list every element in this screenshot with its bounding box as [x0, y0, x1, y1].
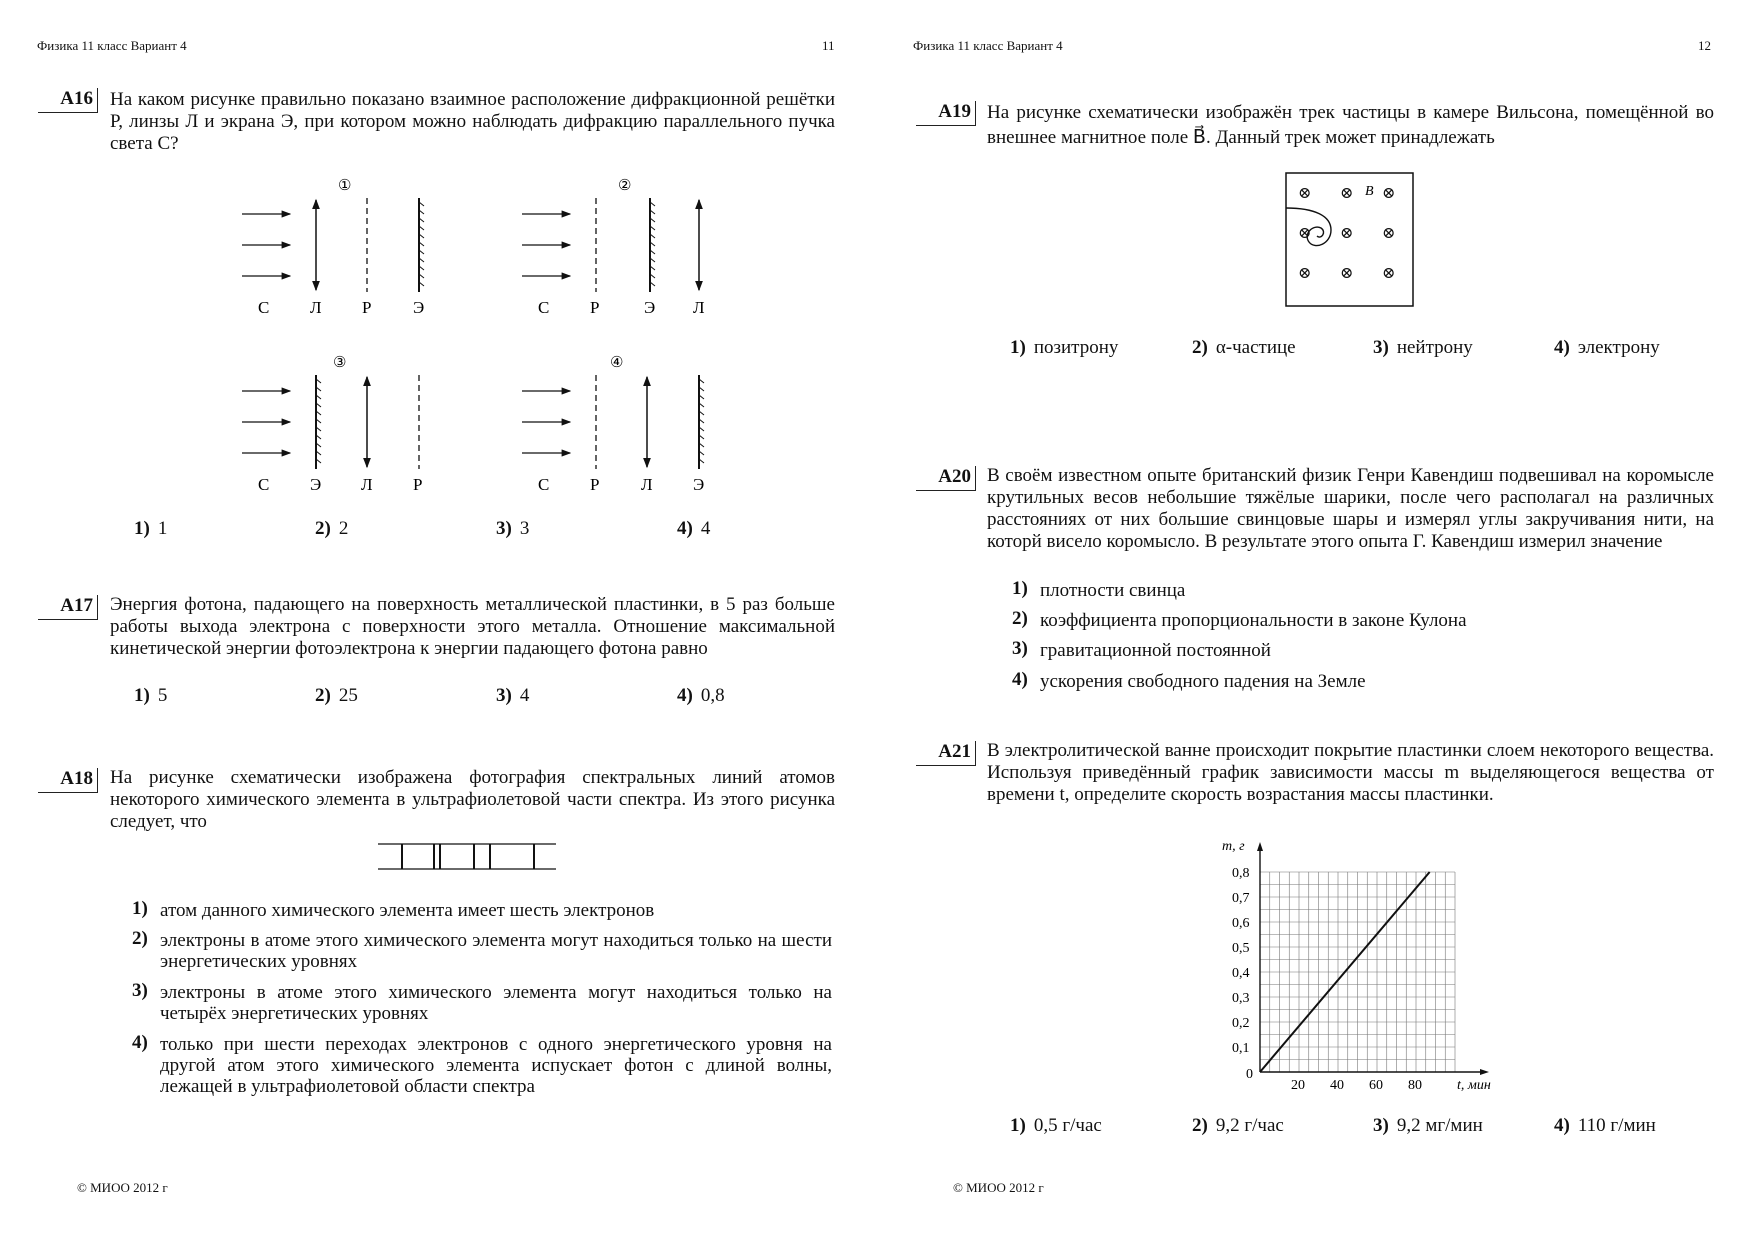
- x-axis-label: t, мин: [1457, 1078, 1491, 1093]
- a21-option-2: [1192, 1115, 1284, 1137]
- a18-label: A18: [38, 768, 98, 793]
- diagram-1-label-c: С: [258, 298, 270, 317]
- right-footer: © МИОО 2012 г: [953, 1180, 1044, 1195]
- spectrum-lines-figure: [378, 842, 556, 872]
- a16-option-2-text: 2: [338, 518, 349, 539]
- a17-option-1-text: 5: [157, 685, 168, 706]
- a18-option-1-num: 1): [132, 898, 148, 919]
- a19-option-1: [1010, 337, 1118, 359]
- a17-option-3-text: 4: [519, 685, 530, 706]
- a16-option-3: [496, 518, 529, 540]
- a19-option-2: [1192, 337, 1296, 359]
- diagram-1-label-l: Л: [310, 298, 322, 317]
- svg-text:⊗: ⊗: [1382, 225, 1396, 242]
- a21-option-3-num: 3): [1373, 1115, 1389, 1136]
- svg-text:⊗: ⊗: [1340, 265, 1354, 282]
- a16-diagrams: [230, 170, 730, 500]
- a18-option-2-num: 2): [132, 928, 148, 949]
- diagram-1-label-e: Э: [413, 298, 425, 317]
- svg-text:⊗: ⊗: [1298, 225, 1312, 242]
- a20-option-2-text: коэффициента пропорциональности в законе Кулона: [1040, 610, 1467, 631]
- diagram-4-label-r: Р: [590, 475, 600, 494]
- y-axis-label: m, г: [1222, 840, 1245, 854]
- a20-label: A20: [916, 466, 976, 491]
- a18-option-2: [132, 928, 832, 972]
- cloud-chamber-figure: [1285, 172, 1415, 308]
- diagram-3-label-c: С: [258, 475, 270, 494]
- a17-option-2-text: 25: [338, 685, 358, 706]
- diagram-3-label-e: Э: [310, 475, 322, 494]
- a21-option-4: [1554, 1115, 1656, 1137]
- a16-option-2: [315, 518, 348, 540]
- diagram-4-label-e: Э: [693, 475, 705, 494]
- magnetic-field-label: B⃗: [1365, 184, 1385, 199]
- a18-text: На рисунке схематически изображена фотография спектральных линий атомов некоторого химического элемента в ультрафиолетовой части спектра. Из этого рисунка следует, что: [110, 767, 835, 832]
- diagram-2-label-l: Л: [693, 298, 705, 317]
- diagram-3-number: ③: [333, 355, 347, 371]
- diagram-1: [242, 178, 424, 317]
- a21-option-3: [1373, 1115, 1483, 1137]
- a17-option-4-num: 4): [677, 685, 693, 706]
- a21-option-1: [1010, 1115, 1102, 1137]
- a18-option-1: [132, 898, 832, 921]
- a21-option-3-text: 9,2 мг/мин: [1396, 1115, 1483, 1136]
- a17-option-3-num: 3): [496, 685, 512, 706]
- a20-option-3-text: гравитационной постоянной: [1040, 640, 1271, 661]
- a16-option-1-text: 1: [157, 518, 168, 539]
- a20-option-1-num: 1): [1012, 578, 1028, 599]
- a19-option-4: [1554, 337, 1660, 359]
- y-tick-label: 0,6: [1232, 916, 1250, 931]
- diagram-3: [242, 355, 422, 494]
- diagram-4-label-l: Л: [641, 475, 653, 494]
- a16-option-1-num: 1): [134, 518, 150, 539]
- diagram-2-number: ②: [618, 178, 632, 194]
- a17-option-4: [677, 685, 725, 707]
- a19-option-3-num: 3): [1373, 337, 1389, 358]
- left-header-page: 11: [822, 38, 835, 53]
- a18-option-2-text: электроны в атоме этого химического элемента могут находиться только на шести энергетических уровнях: [160, 930, 832, 972]
- a19-option-4-num: 4): [1554, 337, 1570, 358]
- a21-label: A21: [916, 741, 976, 766]
- a17-option-1: [134, 685, 167, 707]
- a16-option-4-num: 4): [677, 518, 693, 539]
- a21-text: В электролитической ванне происходит покрытие пластинки слоем некоторого вещества. Используя приведённый график зависимости массы m выделяющегося вещества от времени t, определите скорость возрастания массы пластинки.: [987, 740, 1714, 805]
- a18-option-4: [132, 1032, 832, 1097]
- a20-option-3: [1012, 638, 1714, 661]
- a21-option-2-num: 2): [1192, 1115, 1208, 1136]
- y-tick-label: 0,5: [1232, 941, 1250, 956]
- a18-option-1-text: атом данного химического элемента имеет шесть электронов: [160, 900, 655, 921]
- x-tick-label: 60: [1369, 1078, 1383, 1093]
- a18-option-3: [132, 980, 832, 1024]
- a20-option-2-num: 2): [1012, 608, 1028, 629]
- origin-label: 0: [1246, 1067, 1253, 1082]
- a17-option-1-num: 1): [134, 685, 150, 706]
- x-tick-label: 40: [1330, 1078, 1344, 1093]
- a21-option-4-num: 4): [1554, 1115, 1570, 1136]
- a18-option-4-text: только при шести переходах электронов с одного энергетического уровня на другой атом этого химического элемента испускает фотон с длиной волны, лежащей в ультрафиолетовой области спектра: [160, 1034, 832, 1097]
- mass-time-chart: [1215, 840, 1495, 1095]
- a16-option-3-text: 3: [519, 518, 530, 539]
- a20-option-1: [1012, 578, 1714, 601]
- a17-option-2-num: 2): [315, 685, 331, 706]
- a17-option-3: [496, 685, 529, 707]
- y-tick-label: 0,8: [1232, 866, 1250, 881]
- a21-option-2-text: 9,2 г/час: [1215, 1115, 1284, 1136]
- a20-option-3-num: 3): [1012, 638, 1028, 659]
- a18-option-4-num: 4): [132, 1032, 148, 1053]
- diagram-3-label-r: Р: [413, 475, 423, 494]
- x-axis-arrow: [1480, 1069, 1489, 1075]
- a21-option-4-text: 110 г/мин: [1577, 1115, 1656, 1136]
- a16-option-4-text: 4: [700, 518, 711, 539]
- x-tick-label: 80: [1408, 1078, 1422, 1093]
- diagram-2-label-r: Р: [590, 298, 600, 317]
- a20-option-4: [1012, 669, 1714, 692]
- a20-option-4-text: ускорения свободного падения на Земле: [1040, 671, 1366, 692]
- diagram-1-number: ①: [338, 178, 352, 194]
- a16-text: На каком рисунке правильно показано взаимное расположение дифракционной решётки Р, линзы Л и экрана Э, при котором можно наблюдать дифракцию параллельного пучка света С?: [110, 89, 835, 154]
- left-footer: © МИОО 2012 г: [77, 1180, 168, 1195]
- a19-text: На рисунке схематически изображён трек частицы в камере Вильсона, помещённой во внешнее магнитное поле B⃗. Данный трек может принадлежать: [987, 102, 1714, 148]
- diagram-1-label-r: Р: [362, 298, 372, 317]
- a19-option-2-num: 2): [1192, 337, 1208, 358]
- a18-option-3-text: электроны в атоме этого химического элемента могут находиться только на четырёх энергетических уровнях: [160, 982, 832, 1024]
- right-header-page: 12: [1698, 38, 1711, 53]
- a20-option-1-text: плотности свинца: [1040, 580, 1186, 601]
- a19-label: A19: [916, 101, 976, 126]
- a16-option-2-num: 2): [315, 518, 331, 539]
- diagram-2-label-e: Э: [644, 298, 656, 317]
- y-tick-label: 0,3: [1232, 991, 1250, 1006]
- diagram-4: [522, 355, 704, 494]
- left-header-title: Физика 11 класс Вариант 4: [37, 38, 187, 53]
- a17-option-4-text: 0,8: [700, 685, 725, 706]
- a18-option-3-num: 3): [132, 980, 148, 1001]
- a16-option-1: [134, 518, 167, 540]
- x-tick-label: 20: [1291, 1078, 1305, 1093]
- diagram-3-label-l: Л: [361, 475, 373, 494]
- diagram-4-number: ④: [610, 355, 624, 371]
- a21-option-1-num: 1): [1010, 1115, 1026, 1136]
- a19-option-2-text: α-частице: [1215, 337, 1296, 358]
- svg-text:⊗: ⊗: [1340, 225, 1354, 242]
- a19-option-3-text: нейтрону: [1396, 337, 1473, 358]
- y-axis-arrow: [1257, 842, 1263, 851]
- svg-text:⊗: ⊗: [1298, 185, 1312, 202]
- a16-label: A16: [38, 88, 98, 113]
- diagram-2: [522, 178, 705, 317]
- y-tick-label: 0,1: [1232, 1041, 1250, 1056]
- a19-option-1-num: 1): [1010, 337, 1026, 358]
- right-header-title: Физика 11 класс Вариант 4: [913, 38, 1063, 53]
- a17-label: A17: [38, 595, 98, 620]
- a17-option-2: [315, 685, 358, 707]
- svg-text:⊗: ⊗: [1298, 265, 1312, 282]
- a19-option-1-text: позитрону: [1033, 337, 1119, 358]
- a17-text: Энергия фотона, падающего на поверхность металлической пластинки, в 5 раз больше работы выхода электрона с поверхности этого металла. Отношение максимальной кинетической энергии фотоэлектрона к энергии падающего фотона равно: [110, 594, 835, 659]
- a19-option-3: [1373, 337, 1473, 359]
- svg-text:⊗: ⊗: [1340, 185, 1354, 202]
- y-tick-label: 0,7: [1232, 891, 1250, 906]
- a16-option-4: [677, 518, 710, 540]
- a20-text: В своём известном опыте британский физик Генри Кавендиш подвешивал на коромысле крутильных весов небольшие тяжёлые шарики, после чего располагал на различных расстояниях от них большие свинцовые шары и измерял углы закручивания нити, на которй висело коромысло. В результате этого опыта Г. Кавендиш измерил значение: [987, 465, 1714, 552]
- y-tick-label: 0,2: [1232, 1016, 1250, 1031]
- diagram-2-label-c: С: [538, 298, 550, 317]
- a20-option-4-num: 4): [1012, 669, 1028, 690]
- diagram-4-label-c: С: [538, 475, 550, 494]
- svg-text:⊗: ⊗: [1382, 265, 1396, 282]
- a20-option-2: [1012, 608, 1714, 631]
- a16-option-3-num: 3): [496, 518, 512, 539]
- a19-option-4-text: электрону: [1577, 337, 1660, 358]
- a21-option-1-text: 0,5 г/час: [1033, 1115, 1102, 1136]
- y-tick-label: 0,4: [1232, 966, 1250, 981]
- svg-text:⊗: ⊗: [1382, 185, 1396, 202]
